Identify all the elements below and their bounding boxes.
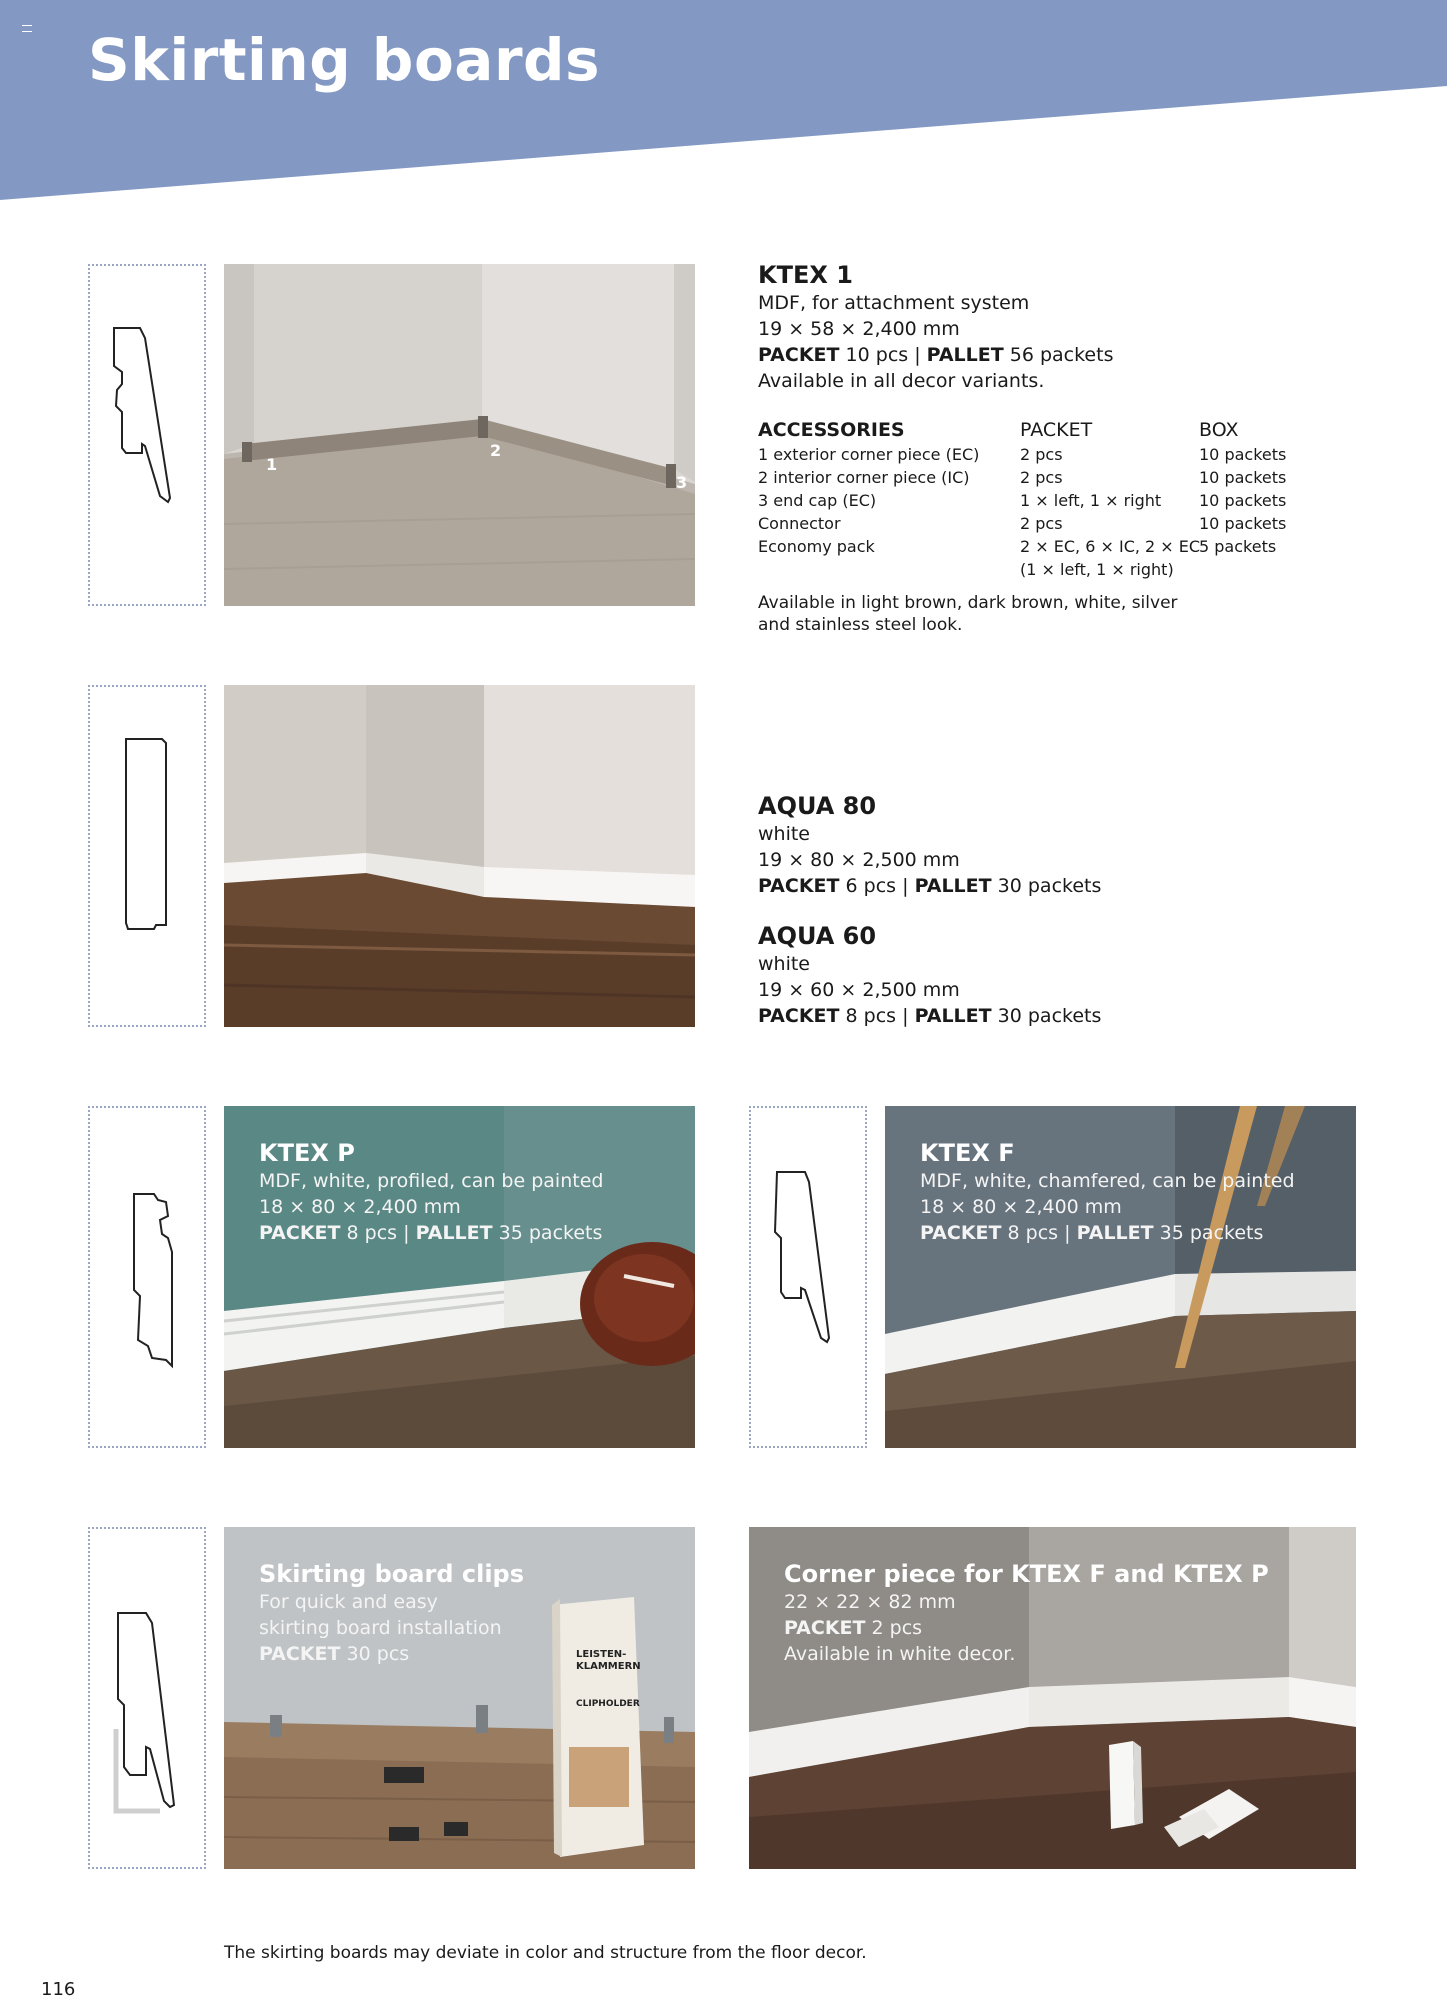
ktex1-dimensions: 19 × 58 × 2,400 mm (758, 318, 960, 340)
clips-line-2: skirting board installation (259, 1617, 502, 1639)
aqua80-packaging: PACKET 6 pcs | PALLET 30 packets (758, 875, 1102, 897)
photo-marker-1: 1 (266, 455, 278, 474)
economy-pack-note: (1 × left, 1 × right) (1020, 560, 1174, 579)
aqua-photo (224, 685, 695, 1027)
ktexp-material: MDF, white, profiled, can be painted (259, 1170, 604, 1192)
page-number: 116 (41, 1979, 76, 2000)
clips-photo (224, 1527, 695, 1869)
ktexp-dimensions: 18 × 80 × 2,400 mm (259, 1196, 461, 1218)
clips-packaging: PACKET 30 pcs (259, 1643, 410, 1665)
ktexf-dimensions: 18 × 80 × 2,400 mm (920, 1196, 1122, 1218)
accessories-header: ACCESSORIES (758, 419, 905, 441)
ktex1-profile-icon (90, 266, 208, 608)
ktexf-info (920, 1138, 1295, 1246)
corner-title: Corner piece for KTEX F and KTEX P (784, 1560, 1269, 1588)
clips-box-label-3: CLIPHOLDER (576, 1699, 640, 1709)
aqua60-title: AQUA 60 (758, 922, 877, 950)
clips-profile-box (88, 1527, 206, 1869)
ktexf-packaging: PACKET 8 pcs | PALLET 35 packets (920, 1222, 1264, 1244)
clips-box-label-1: LEISTEN- (576, 1649, 627, 1660)
corner-photo (749, 1527, 1356, 1869)
ktexf-photo (885, 1106, 1356, 1448)
aqua-profile-icon (90, 687, 208, 1029)
ktex1-info (758, 260, 1113, 394)
clips-profile-icon (90, 1529, 208, 1871)
photo-marker-3: 3 (676, 473, 688, 492)
ktex1-profile-box (88, 264, 206, 606)
ktexp-title: KTEX P (259, 1139, 355, 1167)
aqua80-color: white (758, 823, 810, 845)
corner-dimensions: 22 × 22 × 82 mm (784, 1591, 956, 1613)
clips-line-1: For quick and easy (259, 1591, 438, 1613)
footnote: The skirting boards may deviate in color and structure from the floor decor. (224, 1943, 867, 1963)
aqua60-info (758, 921, 1101, 1029)
ktex1-title: KTEX 1 (758, 261, 853, 289)
ktex1-material: MDF, for attachment system (758, 292, 1030, 314)
ktexp-profile-icon (90, 1108, 208, 1450)
aqua80-dimensions: 19 × 80 × 2,500 mm (758, 849, 960, 871)
aqua60-color: white (758, 953, 810, 975)
corner-packaging: PACKET 2 pcs (784, 1617, 923, 1639)
color-availability-note: Available in light brown, dark brown, white, silver and stainless steel look. (758, 593, 1178, 635)
ktexp-photo (224, 1106, 695, 1448)
menu-icon (22, 25, 32, 32)
aqua60-dimensions: 19 × 60 × 2,500 mm (758, 979, 960, 1001)
ktexf-profile-box (749, 1106, 867, 1448)
ktexp-profile-box (88, 1106, 206, 1448)
photo-marker-2: 2 (490, 441, 502, 460)
aqua80-title: AQUA 80 (758, 792, 877, 820)
box-header: BOX (1199, 419, 1239, 441)
ktexp-packaging: PACKET 8 pcs | PALLET 35 packets (259, 1222, 603, 1244)
clips-info (259, 1559, 524, 1667)
accessories-table: ACCESSORIES PACKET BOX 1 exterior corner piece (EC) 2 pcs 10 packets 2 interior corner piece (IC) 2 pcs 10 packets 3 end cap (EC) 1 × left, 1 × right 10 packets Connector 2 pcs 10 packets Economy pack 2 × EC, 6 × IC, 2 × EC 5 packets (1 × left, 1 × right) (758, 419, 1287, 579)
clips-title: Skirting board clips (259, 1560, 525, 1588)
corner-info (784, 1559, 1269, 1667)
packet-header: PACKET (1020, 419, 1093, 441)
aqua-profile-box (88, 685, 206, 1027)
ktex1-photo (224, 264, 695, 606)
ktexf-title: KTEX F (920, 1139, 1015, 1167)
clips-box-label-2: KLAMMERN (576, 1661, 641, 1672)
corner-availability: Available in white decor. (784, 1643, 1016, 1665)
page-title: Skirting boards (88, 26, 601, 94)
aqua80-info (758, 791, 1101, 899)
ktex1-availability: Available in all decor variants. (758, 370, 1045, 392)
ktex1-packaging: PACKET 10 pcs | PALLET 56 packets (758, 344, 1114, 366)
ktexf-profile-icon (751, 1108, 869, 1450)
aqua60-packaging: PACKET 8 pcs | PALLET 30 packets (758, 1005, 1102, 1027)
ktexf-material: MDF, white, chamfered, can be painted (920, 1170, 1295, 1192)
ktexp-info (259, 1138, 603, 1246)
